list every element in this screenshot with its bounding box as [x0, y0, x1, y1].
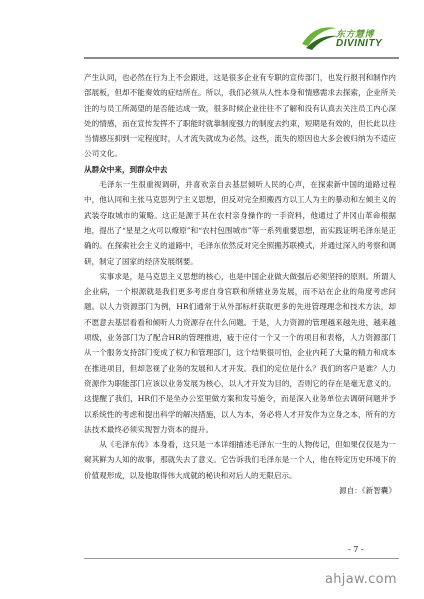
- company-logo: [300, 20, 396, 54]
- paragraph-4: 从《毛泽东传》本身看，这只是一本详细描述毛泽东一生的人物传记，但如果仅仅是为一窥其鲜为人知的故事，那就失去了意义。它告诉我们毛泽东是一个人，他在特定历史环境下的价值观形成，以及他取得伟大成就的秘诀和对后人的无限启示。: [84, 440, 396, 480]
- footer-divider: [84, 558, 399, 559]
- logo-swoosh-icon: [300, 20, 340, 54]
- section-heading: 从群众中来，到群众中去: [84, 164, 168, 174]
- page-number: - 7 -: [348, 545, 364, 554]
- article-body: [84, 70, 396, 498]
- header-divider: [84, 57, 399, 59]
- source-citation: 源自：《新智囊》: [339, 486, 396, 496]
- logo-text-en: DIVINITY: [336, 38, 383, 49]
- paragraph-3: 实事求是，是马克思主义思想的核心，也是中国企业做大做强后必须坚持的原则。所谓人企业病，一个根源就是我们更多考虑自身官联和所辖业务发展，而不站在企业的角度考虑问题。以人力资源部门为例，HR们通常于从外部标杆获取更多的先进管理理念和技术方法，却不愿意去基层看看和倾听人力资源存在什么问题。于是，人力资源的管理越来越先进，越来越项级，业务部门为了配合HR的管理推进，疲于应付一个又一个的项目和表格，人力资源部门从一个服务支持部门变成了权力和管理部门，这个结果很可怕，企业内耗了大量的精力和成本在推进项目，但却忽视了业务的发展和人才开发。我们的定位是什么？我们的客户是谁？人力资源作为职能部门应该以业务发展为核心，以人才开发为目的，否则它的存在是毫无意义的。这提醒了我们，HR们不是坐办公室里做方案和发号施令，而是深入业务单位去调研问题并予以系统性的考虑和提出科学的解决措施，以人为本，务必将人才开发作为立身之本，所有的方法技术最终必须实现智力资本的提升。: [84, 271, 396, 434]
- watermark-text: ahjaw.com: [325, 572, 397, 587]
- paragraph-1: 产生认同，也必然在行为上不会跟进，这是很多企业有专职的宣传部门，也发行报刊和制作内部展板，但却不能奏效的症结所在。所以，我们必须从人性本身和情感需求去探索，企业所关注的与员工所渴望的是否能达成一致，很多时候企业往往不了解和没有认真去关注员工内心深处的情感，而在宣传发挥不了职能时就靠制度强力的制度去约束，短期是有效的，但长此以往当情感压抑到一定程度时，人才流失就成为必然，这些，流失的原因也大多会被归纳为不适应公司文化。: [84, 73, 396, 159]
- paragraph-2: 毛泽东一生很重视调研，并喜欢亲自去基层倾听人民的心声，在探索新中国的道路过程中，他认同和主张马克思列宁主义思想，但反对完全照搬西方以工人为主的暴动和左倾主义的武装夺取城市的策略。这正是源于其在农村亲身操作的一手资料，他通过了井冈山革命根据地，提出了“星星之火可以燎原”和“农村包围城市”等一系列重要思想，而实践证明毛泽东是正确的。在探索社会主义的道路中，毛泽东依然反对完全照搬苏联模式，并通过深入的考察和调研，制定了国家的经济发展纲要。: [84, 180, 396, 266]
- logo-text-cn: 东方慧博: [336, 30, 375, 40]
